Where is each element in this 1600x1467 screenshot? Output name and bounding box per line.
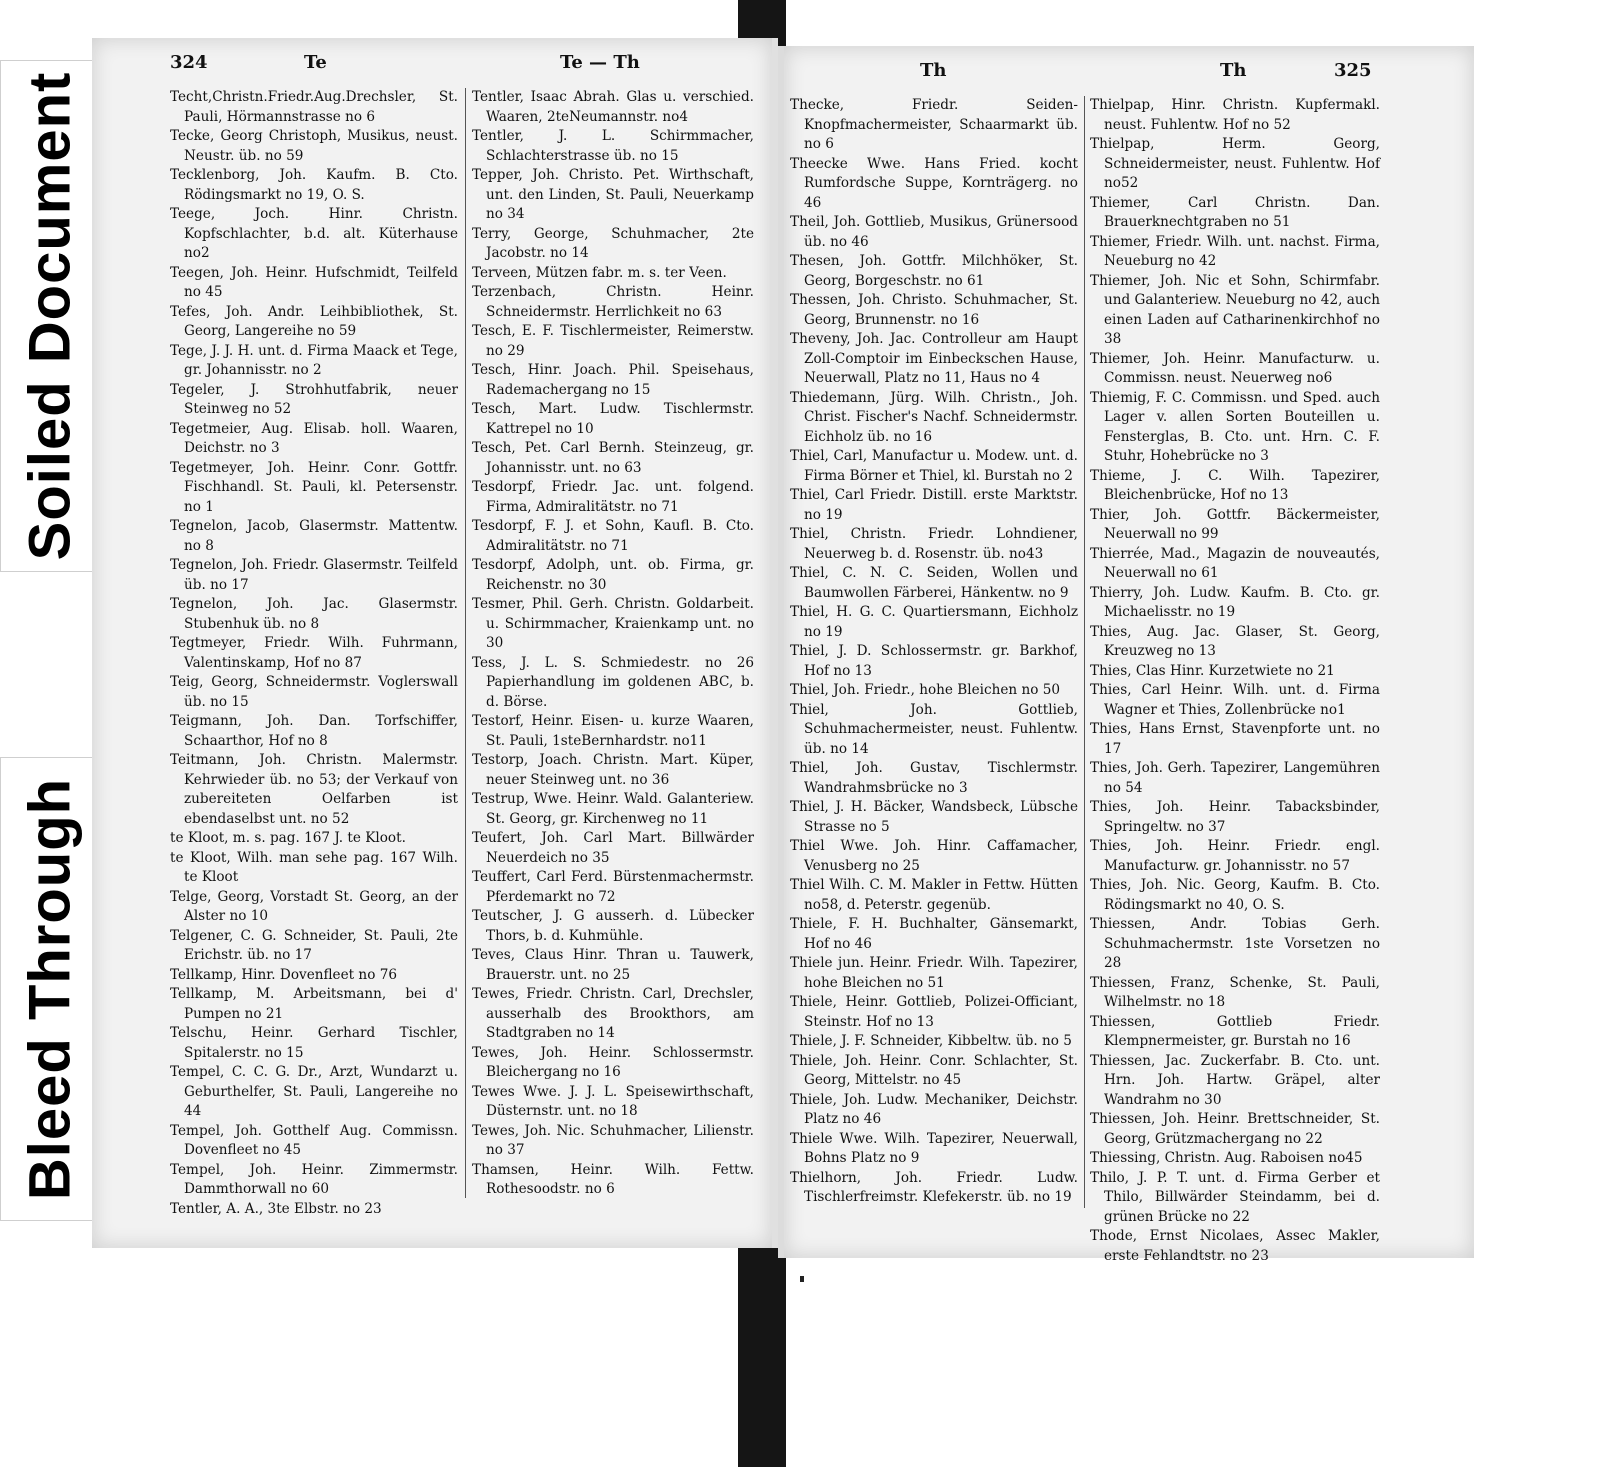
directory-entry: Tegetmeier, Aug. Elisab. holl. Waaren, Deichstr. no 3 [170, 420, 458, 456]
directory-entry: Tentler, J. L. Schirmmacher, Schlachterstrasse üb. no 15 [472, 128, 754, 164]
directory-entry: Theecke Wwe. Hans Fried. kocht Rumfordsche Suppe, Kornträgerg. no 46 [790, 155, 1078, 211]
directory-entry: Teuffert, Carl Ferd. Bürstenmachermstr. Pferdemarkt no 72 [472, 869, 754, 905]
directory-entry: Tempel, Joh. Gotthelf Aug. Commissn. Dovenfleet no 45 [170, 1122, 458, 1158]
directory-entry: Thielpap, Hinr. Christn. Kupfermakl. neust. Fuhlentw. Hof no 52 [1090, 97, 1380, 133]
directory-entry: Thiedemann, Jürg. Wilh. Christn., Joh. Christ. Fischer's Nachf. Schneidermstr. Eichholz üb. no 16 [790, 389, 1078, 445]
directory-entry: Thiel, Christn. Friedr. Lohndiener, Neuerweg b. d. Rosenstr. üb. no43 [790, 526, 1078, 562]
directory-entry: Tecke, Georg Christoph, Musikus, neust. Neustr. üb. no 59 [170, 128, 458, 164]
directory-entry: Thode, Ernst Nicolaes, Assec Makler, erste Fehlandtstr. no 23 [1090, 1228, 1380, 1264]
directory-entry: Thiemer, Joh. Nic et Sohn, Schirmfabr. und Galanteriew. Neueburg no 42, auch einen Laden auf Catharinenkirchhof no 38 [1090, 272, 1380, 347]
directory-entry: Thiel, J. D. Schlossermstr. gr. Barkhof, Hof no 13 [790, 643, 1078, 679]
directory-entry: Teves, Claus Hinr. Thran u. Tauwerk, Brauerstr. unt. no 25 [472, 947, 754, 983]
directory-entry: Thiele, F. H. Buchhalter, Gänsemarkt, Hof no 46 [790, 916, 1078, 952]
directory-entry: Thiel, Joh. Friedr., hohe Bleichen no 50 [790, 682, 1061, 698]
directory-entry: Thessen, Joh. Christo. Schuhmacher, St. Georg, Brunnenstr. no 16 [790, 292, 1078, 328]
directory-entry: Tesdorpf, Adolph, unt. ob. Firma, gr. Reichenstr. no 30 [472, 557, 754, 593]
directory-entry: Tesch, E. F. Tischlermeister, Reimerstw. no 29 [472, 323, 754, 359]
directory-entry: Testorf, Heinr. Eisen- u. kurze Waaren, St. Pauli, 1steBernhardstr. no11 [472, 713, 754, 749]
directory-entry: Thies, Joh. Nic. Georg, Kaufm. B. Cto. Rödingsmarkt no 40, O. S. [1090, 877, 1380, 913]
directory-entry: Testrup, Wwe. Heinr. Wald. Galanteriew. St. Georg, gr. Kirchenweg no 11 [472, 791, 754, 827]
right-page-header [784, 60, 1474, 90]
directory-entry: Thiel, Joh. Gottlieb, Schuhmachermeister, neust. Fuhlentw. üb. no 14 [790, 701, 1078, 757]
directory-entry: Tegnelon, Joh. Jac. Glasermstr. Stubenhuk üb. no 8 [170, 596, 458, 632]
directory-entry: Tewes, Friedr. Christn. Carl, Drechsler, ausserhalb des Brookthors, am Stadtgraben no 14 [472, 986, 754, 1041]
directory-entry: Tentler, A. A., 3te Elbstr. no 23 [170, 1200, 382, 1217]
soiled-document-stamp [0, 60, 100, 572]
directory-entry: Thieme, J. C. Wilh. Tapezirer, Bleichenbrücke, Hof no 13 [1090, 467, 1380, 503]
directory-entry: Theveny, Joh. Jac. Controlleur am Haupt Zoll-Comptoir im Einbeckschen Hause, Neuerwall, Platz no 11, Haus no 4 [790, 331, 1078, 386]
directory-entry: Thiessen, Joh. Heinr. Brettschneider, St. Georg, Grützmachergang no 22 [1090, 1111, 1380, 1147]
directory-entry: Testorp, Joach. Christn. Mart. Küper, neuer Steinweg unt. no 36 [472, 752, 754, 788]
directory-entry: Tecklenborg, Joh. Kaufm. B. Cto. Rödingsmarkt no 19, O. S. [170, 167, 458, 203]
directory-entry: Tess, J. L. S. Schmiedestr. no 26 Papierhandlung im goldenen ABC, b. d. Börse. [472, 654, 754, 710]
right-page-column-1 [790, 96, 1078, 1218]
directory-entry: Thiele jun. Heinr. Friedr. Wilh. Tapezirer, hohe Bleichen no 51 [790, 955, 1078, 991]
directory-entry: Theil, Joh. Gottlieb, Musikus, Grünersood üb. no 46 [790, 214, 1078, 250]
directory-entry: te Kloot, Wilh. man sehe pag. 167 Wilh. te Kloot [170, 849, 458, 885]
directory-entry: Thesen, Joh. Gottfr. Milchhöker, St. Georg, Borgeschstr. no 61 [790, 253, 1078, 289]
directory-entry: Thecke, Friedr. Seiden-Knopfmachermeister, Schaarmarkt üb. no 6 [790, 97, 1078, 152]
right-page [778, 46, 1474, 1264]
directory-entry: Thiel, C. N. C. Seiden, Wollen und Baumwollen Färberei, Hänkentw. no 9 [790, 565, 1078, 601]
directory-entry: te Kloot, m. s. pag. 167 J. te Kloot. [170, 830, 406, 846]
directory-entry: Thiele Wwe. Wilh. Tapezirer, Neuerwall, Bohns Platz no 9 [790, 1130, 1078, 1166]
directory-entry: Teitmann, Joh. Christn. Malermstr. Kehrwieder üb. no 53; der Verkauf von zubereiteten Oelfarben ist ebendaselbst unt. no 52 [170, 752, 458, 827]
directory-entry: Tentler, Isaac Abrah. Glas u. verschied. Waaren, 2teNeumannstr. no4 [472, 89, 754, 125]
directory-entry: Telschu, Heinr. Gerhard Tischler, Spitalerstr. no 15 [170, 1025, 458, 1061]
directory-entry: Thierry, Joh. Ludw. Kaufm. B. Cto. gr. Michaelisstr. no 19 [1090, 584, 1380, 620]
directory-entry: Thierrée, Mad., Magazin de nouveautés, Neuerwall no 61 [1090, 545, 1380, 581]
directory-entry: Thiel, H. G. C. Quartiersmann, Eichholz no 19 [790, 604, 1078, 640]
left-page-column-1 [170, 88, 458, 1217]
left-page [92, 38, 778, 1248]
directory-entry: Thiel Wwe. Joh. Hinr. Caffamacher, Venusberg no 25 [790, 838, 1078, 874]
directory-entry: Thies, Joh. Heinr. Tabacksbinder, Springeltw. no 37 [1090, 799, 1380, 835]
left-page-column-2 [472, 88, 754, 1208]
directory-entry: Thies, Clas Hinr. Kurzetwiete no 21 [1090, 662, 1335, 679]
directory-entry: Thies, Aug. Jac. Glaser, St. Georg, Kreuzweg no 13 [1090, 623, 1380, 659]
directory-entry: Teigmann, Joh. Dan. Torfschiffer, Schaarthor, Hof no 8 [170, 713, 458, 749]
directory-entry: Thiel, Carl Friedr. Distill. erste Marktstr. no 19 [790, 487, 1078, 523]
directory-entry: Thiele, Heinr. Gottlieb, Polizei-Officiant, Steinstr. Hof no 13 [790, 994, 1078, 1030]
directory-entry: Thies, Hans Ernst, Stavenpforte unt. no 17 [1090, 721, 1380, 757]
directory-entry: Thiessen, Jac. Zuckerfabr. B. Cto. unt. Hrn. Joh. Hartw. Gräpel, alter Wandrahm no 30 [1090, 1052, 1380, 1108]
running-head-key: Th [1220, 60, 1247, 81]
directory-entry: Teig, Georg, Schneidermstr. Voglerswall üb. no 15 [170, 674, 458, 710]
directory-entry: Telge, Georg, Vorstadt St. Georg, an der Alster no 10 [170, 888, 458, 924]
running-head-key: Te [304, 52, 327, 73]
column-divider [1084, 96, 1085, 1208]
directory-entry: Thiemer, Friedr. Wilh. unt. nachst. Firma, Neueburg no 42 [1090, 233, 1380, 269]
bleed-through-label: Bleed Through [17, 777, 83, 1201]
directory-entry: Tewes, Joh. Heinr. Schlossermstr. Bleichergang no 16 [472, 1044, 754, 1080]
directory-entry: Teegen, Joh. Heinr. Hufschmidt, Teilfeld no 45 [170, 264, 458, 300]
directory-entry: Tewes Wwe. J. J. L. Speisewirthschaft, Düsternstr. unt. no 18 [472, 1083, 754, 1119]
directory-entry: Terveen, Mützen fabr. m. s. ter Veen. [472, 264, 727, 281]
directory-entry: Thiessing, Christn. Aug. Raboisen no45 [1090, 1150, 1363, 1166]
directory-entry: Tempel, C. C. G. Dr., Arzt, Wundarzt u. Geburthelfer, St. Pauli, Langereihe no 44 [170, 1064, 458, 1119]
directory-entry: Tegnelon, Jacob, Glasermstr. Mattentw. no 8 [170, 518, 458, 554]
directory-entry: Tesch, Hinr. Joach. Phil. Speisehaus, Rademachergang no 15 [472, 362, 754, 398]
directory-entry: Thilo, J. P. T. unt. d. Firma Gerber et Thilo, Billwärder Steindamm, bei d. grünen Brücke no 22 [1090, 1169, 1380, 1225]
directory-entry: Thiel Wilh. C. M. Makler in Fettw. Hütten no58, d. Peterstr. gegenüb. [790, 877, 1078, 913]
directory-entry: Tegtmeyer, Friedr. Wilh. Fuhrmann, Valentinskamp, Hof no 87 [170, 635, 458, 671]
directory-entry: Tellkamp, M. Arbeitsmann, bei d' Pumpen no 21 [170, 986, 458, 1022]
directory-entry: Tewes, Joh. Nic. Schuhmacher, Lilienstr. no 37 [472, 1122, 754, 1158]
running-head-key: Te — Th [560, 52, 640, 73]
directory-entry: Telgener, C. G. Schneider, St. Pauli, 2te Erichstr. üb. no 17 [170, 927, 458, 963]
directory-entry: Thiessen, Gottlieb Friedr. Klempnermeister, gr. Burstah no 16 [1090, 1013, 1380, 1049]
ink-speck [800, 1276, 804, 1282]
left-page-header [92, 52, 772, 82]
directory-entry: Thiemer, Joh. Heinr. Manufacturw. u. Commissn. neust. Neuerweg no6 [1090, 350, 1380, 386]
directory-entry: Tesmer, Phil. Gerh. Christn. Goldarbeit. u. Schirmmacher, Kraienkamp unt. no 30 [472, 596, 754, 651]
directory-entry: Thiemig, F. C. Commissn. und Sped. auch Lager v. allen Sorten Bouteillen u. Fensterglas, B. Cto. unt. Hrn. C. F. Stuhr, Hohebrücke no 3 [1090, 389, 1380, 464]
soiled-document-label: Soiled Document [17, 71, 83, 561]
directory-entry: Thiessen, Franz, Schenke, St. Pauli, Wilhelmstr. no 18 [1090, 974, 1380, 1010]
directory-entry: Tesch, Pet. Carl Bernh. Steinzeug, gr. Johannisstr. unt. no 63 [472, 440, 754, 476]
right-page-column-2 [1090, 96, 1380, 1264]
directory-entry: Techt,Christn.Friedr.Aug.Drechsler, St. Pauli, Hörmannstrasse no 6 [170, 89, 458, 125]
directory-entry: Terzenbach, Christn. Heinr. Schneidermstr. Herrlichkeit no 63 [472, 284, 754, 320]
directory-entry: Thies, Joh. Gerh. Tapezirer, Langemühren no 54 [1090, 760, 1380, 796]
directory-entry: Thiel, Carl, Manufactur u. Modew. unt. d. Firma Börner et Thiel, kl. Burstah no 2 [790, 448, 1078, 484]
page-number: 325 [1334, 60, 1372, 81]
directory-entry: Tesdorpf, Friedr. Jac. unt. folgend. Firma, Admiralitätstr. no 71 [472, 479, 754, 515]
directory-entry: Thies, Joh. Heinr. Friedr. engl. Manufacturw. gr. Johannisstr. no 57 [1090, 838, 1380, 874]
directory-entry: Thiele, Joh. Heinr. Conr. Schlachter, St. Georg, Mittelstr. no 45 [790, 1052, 1078, 1088]
directory-entry: Tepper, Joh. Christo. Pet. Wirthschaft, unt. den Linden, St. Pauli, Neuerkamp no 34 [472, 167, 754, 222]
directory-entry: Thiel, J. H. Bäcker, Wandsbeck, Lübsche Strasse no 5 [790, 799, 1078, 835]
directory-entry: Tegnelon, Joh. Friedr. Glasermstr. Teilfeld üb. no 17 [170, 557, 458, 593]
directory-entry: Tellkamp, Hinr. Dovenfleet no 76 [170, 966, 397, 983]
directory-entry: Thiele, J. F. Schneider, Kibbeltw. üb. no 5 [790, 1033, 1072, 1049]
directory-entry: Thier, Joh. Gottfr. Bäckermeister, Neuerwall no 99 [1090, 506, 1380, 542]
directory-entry: Tesch, Mart. Ludw. Tischlermstr. Kattrepel no 10 [472, 401, 754, 437]
directory-entry: Tege, J. J. H. unt. d. Firma Maack et Tege, gr. Johannisstr. no 2 [170, 342, 458, 378]
directory-entry: Teufert, Joh. Carl Mart. Billwärder Neuerdeich no 35 [472, 830, 754, 866]
directory-entry: Thielpap, Herm. Georg, Schneidermeister, neust. Fuhlentw. Hof no52 [1090, 136, 1380, 191]
directory-entry: Tempel, Joh. Heinr. Zimmermstr. Dammthorwall no 60 [170, 1161, 458, 1197]
column-divider [465, 88, 466, 1198]
bleed-through-stamp [0, 757, 100, 1221]
directory-entry: Teege, Joch. Hinr. Christn. Kopfschlachter, b.d. alt. Küterhause no2 [170, 206, 458, 261]
directory-entry: Tefes, Joh. Andr. Leihbibliothek, St. Georg, Langereihe no 59 [170, 303, 458, 339]
running-head-key: Th [920, 60, 947, 81]
directory-entry: Terry, George, Schuhmacher, 2te Jacobstr. no 14 [472, 225, 754, 261]
directory-entry: Thamsen, Heinr. Wilh. Fettw. Rothesoodstr. no 6 [472, 1161, 754, 1197]
directory-entry: Thielhorn, Joh. Friedr. Ludw. Tischlerfreimstr. Klefekerstr. üb. no 19 [790, 1169, 1078, 1205]
directory-entry: Thiemer, Carl Christn. Dan. Brauerknechtgraben no 51 [1090, 194, 1380, 230]
directory-entry: Tegetmeyer, Joh. Heinr. Conr. Gottfr. Fischhandl. St. Pauli, kl. Petersenstr. no 1 [170, 459, 458, 515]
directory-entry: Thiessen, Andr. Tobias Gerh. Schuhmachermstr. 1ste Vorsetzen no 28 [1090, 916, 1380, 971]
directory-entry: Thies, Carl Heinr. Wilh. unt. d. Firma Wagner et Thies, Zollenbrücke no1 [1090, 682, 1380, 718]
directory-entry: Tegeler, J. Strohhutfabrik, neuer Steinweg no 52 [170, 381, 458, 417]
directory-entry: Teutscher, J. G ausserh. d. Lübecker Thors, b. d. Kuhmühle. [472, 908, 754, 944]
directory-entry: Tesdorpf, F. J. et Sohn, Kaufl. B. Cto. Admiralitätstr. no 71 [472, 518, 754, 554]
directory-entry: Thiel, Joh. Gustav, Tischlermstr. Wandrahmsbrücke no 3 [790, 760, 1078, 796]
directory-entry: Thiele, Joh. Ludw. Mechaniker, Deichstr. Platz no 46 [790, 1091, 1078, 1127]
page-number: 324 [170, 52, 208, 73]
